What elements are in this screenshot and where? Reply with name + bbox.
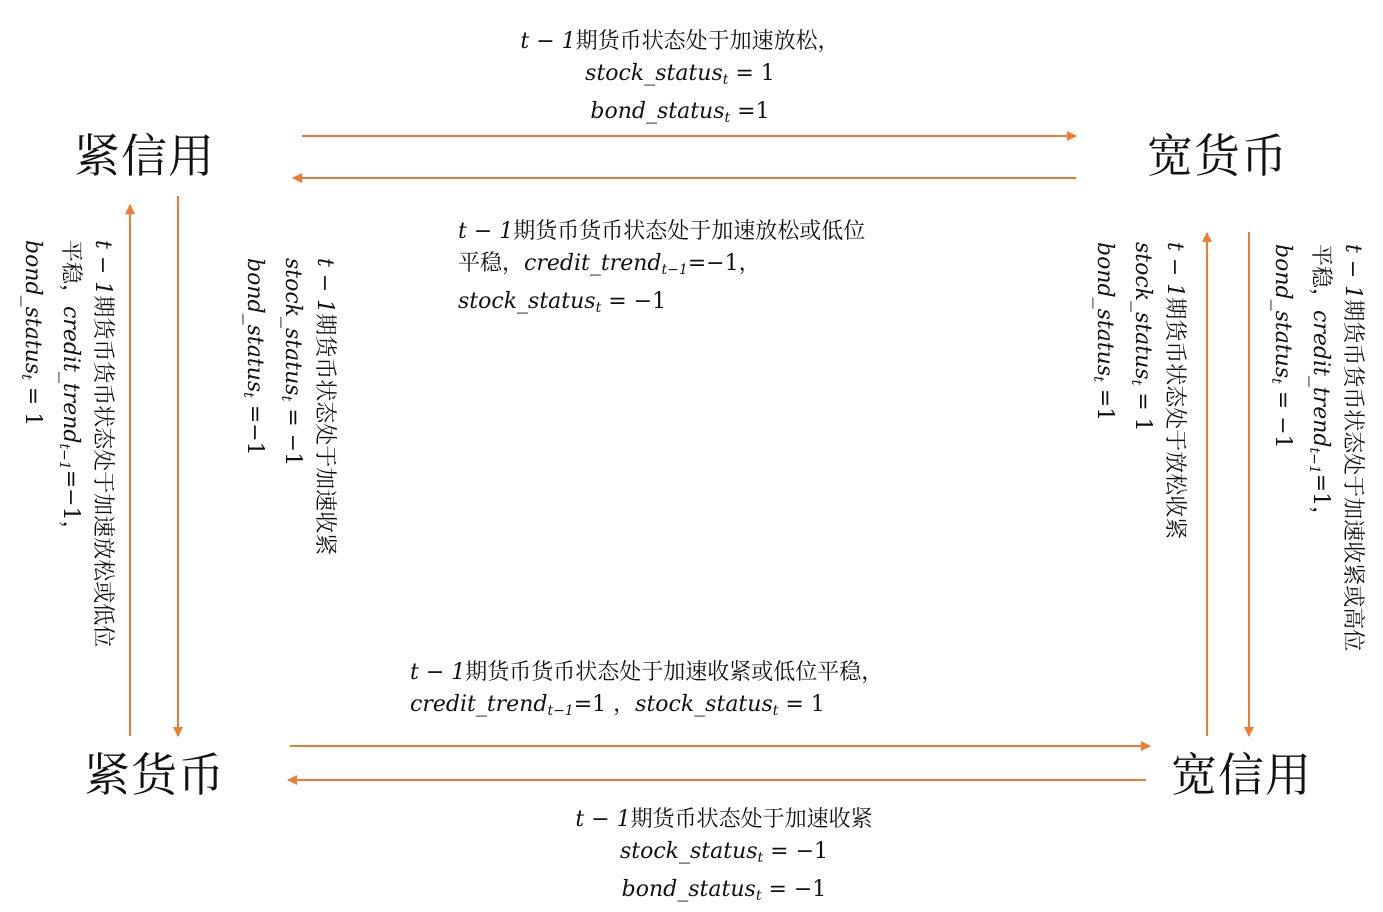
node-loose-money: 宽货币 — [1147, 129, 1288, 183]
condition-loose-credit-to-tight-money: t − 1期货币状态处于加速收紧 stock_status$_t$ = −1 bond_status$_t$ = −1 — [575, 807, 873, 904]
condition-loose-money-to-tight-credit: t − 1期货币货币状态处于加速放松或低位 平稳，credit_trend$_{t-1}$=−1， stock_status$_t$ = −1 — [458, 219, 866, 316]
condition-loose-money-to-loose-credit: t − 1期货币货币状态处于加速收紧或高位 平稳，credit_trend$_{t-1}$=1， bond_status$_t$ = −1 — [1268, 244, 1365, 652]
condition-tight-credit-to-loose-money: t − 1期货币状态处于加速放松， stock_status$_t$ = 1 bond_status$_t$ =1 — [520, 29, 840, 126]
node-tight-credit: 紧信用 — [74, 129, 215, 183]
condition-tight-credit-to-tight-money: t − 1期货币状态处于加速收紧 stock_status$_t$ = −1 bond_status$_t$ =−1 — [240, 258, 337, 556]
node-loose-credit: 宽信用 — [1171, 748, 1312, 802]
condition-tight-money-to-tight-credit: t − 1期货币货币状态处于加速放松或低位 平稳，credit_trend$_{t-1}$=−1， bond_status$_t$ = 1 — [18, 240, 115, 648]
condition-tight-money-to-loose-credit: t − 1期货币货币状态处于加速收紧或低位平稳， credit_trend$_{t-1}$=1 ，stock_status$_t$ = 1 — [410, 660, 884, 719]
condition-loose-credit-to-loose-money: t − 1期货币状态处于放松收紧 stock_status$_t$ = 1 bond_status$_t$ =1 — [1090, 242, 1187, 540]
node-tight-money: 紧货币 — [84, 748, 225, 802]
